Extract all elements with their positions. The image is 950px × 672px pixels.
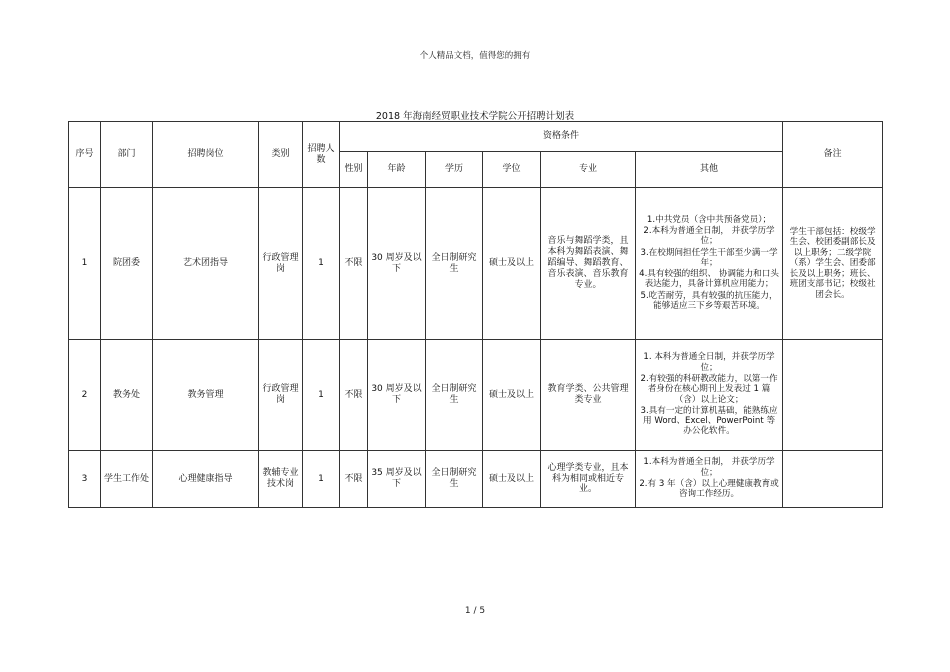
cell-gender: 不限 (340, 451, 368, 508)
cell-gender: 不限 (340, 340, 368, 451)
requirement-item: 1.中共党员（含中共预备党员）； (646, 214, 772, 225)
cell-major: 教育学类、公共管理类专业 (541, 340, 636, 451)
cell-dept: 院团委 (101, 188, 153, 340)
cell-count: 1 (303, 451, 340, 508)
header-degree: 学位 (483, 152, 541, 188)
cell-seq: 2 (69, 340, 101, 451)
header-age: 年龄 (368, 152, 426, 188)
requirement-item: 4.具有较强的组织、 协调能力和口头表达能力，具备计算机应用能力； (639, 269, 779, 290)
cell-degree: 硕士及以上 (483, 340, 541, 451)
table-row (69, 340, 883, 451)
cell-degree: 硕士及以上 (483, 188, 541, 340)
cell-position: 艺术团指导 (153, 188, 259, 340)
header-remark: 备注 (783, 122, 883, 188)
cell-gender: 不限 (340, 188, 368, 340)
cell-category: 行政管理岗 (259, 188, 303, 340)
requirement-item: 2.有较强的科研教改能力，以第一作者身份在核心期刊上发表过 1 篇（含）以上论文； (640, 373, 778, 405)
header-note: 个人精品文档，值得您的拥有 (419, 51, 531, 61)
requirement-item: 1. 本科为普通全日制，并获学历学位； (643, 352, 775, 373)
header-other: 其他 (636, 152, 783, 188)
cell-position: 心理健康指导 (153, 451, 259, 508)
header-major: 专业 (541, 152, 636, 188)
header-seq: 序号 (69, 122, 101, 188)
header-count: 招聘人数 (303, 122, 340, 188)
cell-education: 全日制研究生 (426, 451, 483, 508)
cell-other (636, 188, 783, 340)
document-title: 2018 年海南经贸职业技术学院公开招聘计划表 (375, 111, 575, 122)
cell-category: 行政管理岗 (259, 340, 303, 451)
header-qualifications: 资格条件 (340, 122, 783, 152)
cell-dept: 教务处 (101, 340, 153, 451)
header-position: 招聘岗位 (153, 122, 259, 188)
cell-age: 30 周岁及以下 (368, 188, 426, 340)
cell-count: 1 (303, 188, 340, 340)
cell-category: 教辅专业技术岗 (259, 451, 303, 508)
requirement-item: 3.具有一定的计算机基础，能熟练应用 Word、Excel、PowerPoint 等办公化软件。 (640, 405, 778, 437)
page-number: 1 / 5 (464, 606, 486, 616)
cell-other (636, 340, 783, 451)
requirement-item: 2.有 3 年（含）以上心理健康教育或咨询工作经历。 (639, 479, 779, 500)
cell-position: 教务管理 (153, 340, 259, 451)
recruitment-plan-table (68, 121, 883, 508)
header-row-1 (69, 122, 883, 152)
table-row (69, 451, 883, 508)
cell-major: 心理学类专业，且本科为相同或相近专业。 (541, 451, 636, 508)
cell-age: 35 周岁及以下 (368, 451, 426, 508)
cell-age: 30 周岁及以下 (368, 340, 426, 451)
header-education: 学历 (426, 152, 483, 188)
requirement-item: 3.在校期间担任学生干部至少满一学年； (640, 247, 778, 268)
cell-seq: 1 (69, 188, 101, 340)
header-dept: 部门 (101, 122, 153, 188)
cell-major: 音乐与舞蹈学类，且本科为舞蹈表演、舞蹈编导、舞蹈教育、音乐表演、音乐教育专业。 (541, 188, 636, 340)
cell-remark: 学生干部包括：校级学生会、校团委副部长及以上职务；二级学院（系）学生会、团委部长及以上职务；班长、班团支部书记；校级社团会长。 (783, 188, 883, 340)
cell-education: 全日制研究生 (426, 188, 483, 340)
header-category: 类别 (259, 122, 303, 188)
cell-count: 1 (303, 340, 340, 451)
cell-other (636, 451, 783, 508)
cell-degree: 硕士及以上 (483, 451, 541, 508)
cell-remark (783, 340, 883, 451)
requirement-item: 2.本科为普通全日制， 并获学历学位； (643, 225, 775, 247)
header-gender: 性别 (340, 152, 368, 188)
table-row (69, 188, 883, 340)
requirement-item: 1.本科为普通全日制， 并获学历学位； (643, 457, 775, 478)
cell-remark (783, 451, 883, 508)
cell-education: 全日制研究生 (426, 340, 483, 451)
cell-dept: 学生工作处 (101, 451, 153, 508)
requirement-item: 5.吃苦耐劳，具有较强的抗压能力，能够适应三下乡等艰苦环境。 (640, 290, 778, 312)
cell-seq: 3 (69, 451, 101, 508)
